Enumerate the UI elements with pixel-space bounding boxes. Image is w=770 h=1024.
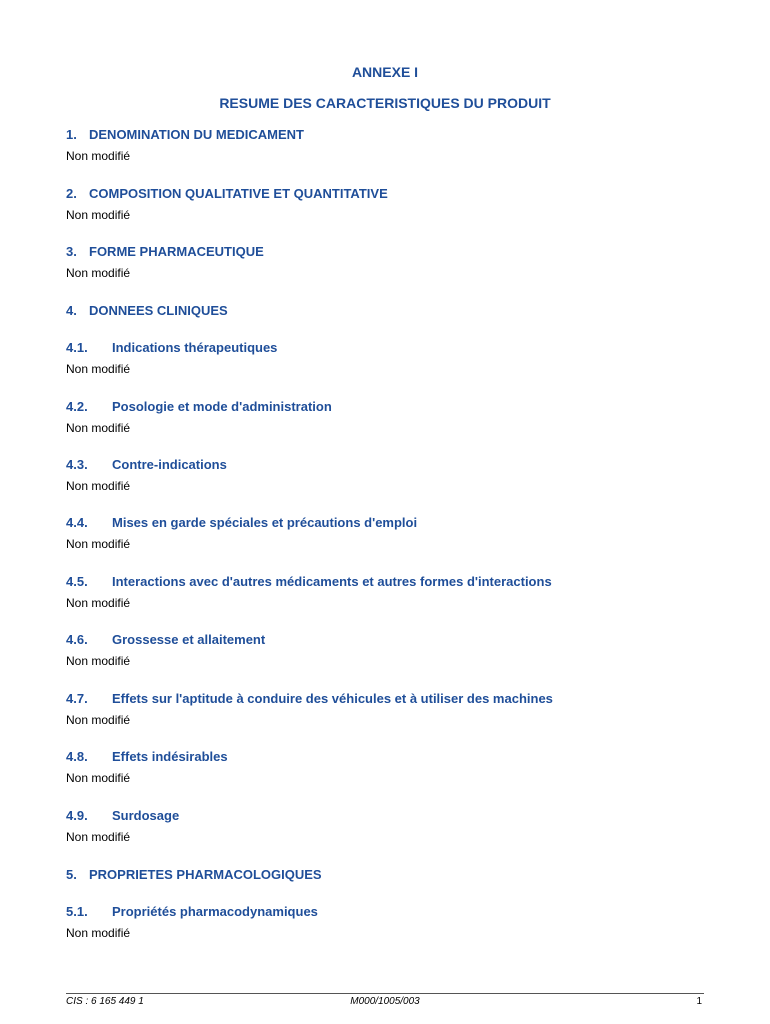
section-4-3 — [66, 457, 726, 493]
section-4-2 — [66, 399, 726, 435]
section-title: Effets indésirables — [112, 749, 228, 764]
footer-divider — [66, 993, 704, 994]
section-title: Indications thérapeutiques — [112, 340, 278, 355]
section-title: Effets sur l'aptitude à conduire des véhicules et à utiliser des machines — [112, 691, 553, 706]
section-number: 4.7. — [66, 691, 88, 706]
subsection-heading — [66, 515, 726, 531]
section-2 — [66, 186, 726, 222]
section-number: 4.5. — [66, 574, 88, 589]
section-number: 5. — [66, 867, 77, 882]
section-body: Non modifié — [66, 771, 131, 785]
section-title: Propriétés pharmacodynamiques — [112, 904, 318, 919]
section-heading — [66, 244, 726, 260]
section-body: Non modifié — [66, 149, 131, 163]
section-5 — [66, 867, 726, 883]
section-4-4 — [66, 515, 726, 551]
section-title: Mises en garde spéciales et précautions d'emploi — [112, 515, 418, 530]
section-title: PROPRIETES PHARMACOLOGIQUES — [89, 867, 322, 882]
subsection-heading — [66, 904, 726, 920]
footer-reference: M000/1005/003 — [350, 996, 420, 1007]
annex-title: ANNEXE I — [351, 64, 419, 80]
subsection-heading — [66, 574, 726, 590]
section-body: Non modifié — [66, 654, 131, 668]
document-title: RESUME DES CARACTERISTIQUES DU PRODUIT — [219, 95, 551, 111]
section-number: 4. — [66, 303, 77, 318]
section-4-7 — [66, 691, 726, 727]
section-number: 5.1. — [66, 904, 88, 919]
section-body: Non modifié — [66, 362, 131, 376]
section-title: DONNEES CLINIQUES — [89, 303, 228, 318]
section-4-6 — [66, 632, 726, 668]
section-number: 4.1. — [66, 340, 88, 355]
section-title: Interactions avec d'autres médicaments et autres formes d'interactions — [112, 574, 552, 589]
subsection-heading — [66, 808, 726, 824]
section-4 — [66, 303, 726, 319]
section-number: 3. — [66, 244, 77, 259]
section-body: Non modifié — [66, 926, 131, 940]
section-number: 2. — [66, 186, 77, 201]
footer-cis: CIS : 6 165 449 1 — [66, 996, 144, 1007]
section-4-5 — [66, 574, 726, 610]
section-number: 4.4. — [66, 515, 88, 530]
section-heading — [66, 303, 726, 319]
footer-page-number: 1 — [696, 996, 702, 1007]
section-1 — [66, 127, 726, 163]
section-5-1 — [66, 904, 726, 940]
section-number: 4.3. — [66, 457, 88, 472]
section-heading — [66, 127, 726, 143]
section-number: 4.8. — [66, 749, 88, 764]
section-title: Posologie et mode d'administration — [112, 399, 332, 414]
section-title: Grossesse et allaitement — [112, 632, 266, 647]
section-4-9 — [66, 808, 726, 844]
section-body: Non modifié — [66, 830, 131, 844]
section-title: FORME PHARMACEUTIQUE — [89, 244, 264, 259]
section-body: Non modifié — [66, 479, 131, 493]
section-title: COMPOSITION QUALITATIVE ET QUANTITATIVE — [89, 186, 388, 201]
section-body: Non modifié — [66, 713, 131, 727]
section-heading — [66, 867, 726, 883]
section-body: Non modifié — [66, 421, 131, 435]
section-heading — [66, 186, 726, 202]
section-title: Contre-indications — [112, 457, 227, 472]
section-body: Non modifié — [66, 208, 131, 222]
subsection-heading — [66, 749, 726, 765]
section-title: DENOMINATION DU MEDICAMENT — [89, 127, 304, 142]
section-number: 4.9. — [66, 808, 88, 823]
section-body: Non modifié — [66, 537, 131, 551]
subsection-heading — [66, 632, 726, 648]
section-number: 1. — [66, 127, 77, 142]
section-title: Surdosage — [112, 808, 180, 823]
section-3 — [66, 244, 726, 280]
subsection-heading — [66, 691, 726, 707]
subsection-heading — [66, 340, 726, 356]
subsection-heading — [66, 399, 726, 415]
section-body: Non modifié — [66, 266, 131, 280]
section-4-1 — [66, 340, 726, 376]
section-number: 4.6. — [66, 632, 88, 647]
section-body: Non modifié — [66, 596, 131, 610]
section-number: 4.2. — [66, 399, 88, 414]
subsection-heading — [66, 457, 726, 473]
section-4-8 — [66, 749, 726, 785]
